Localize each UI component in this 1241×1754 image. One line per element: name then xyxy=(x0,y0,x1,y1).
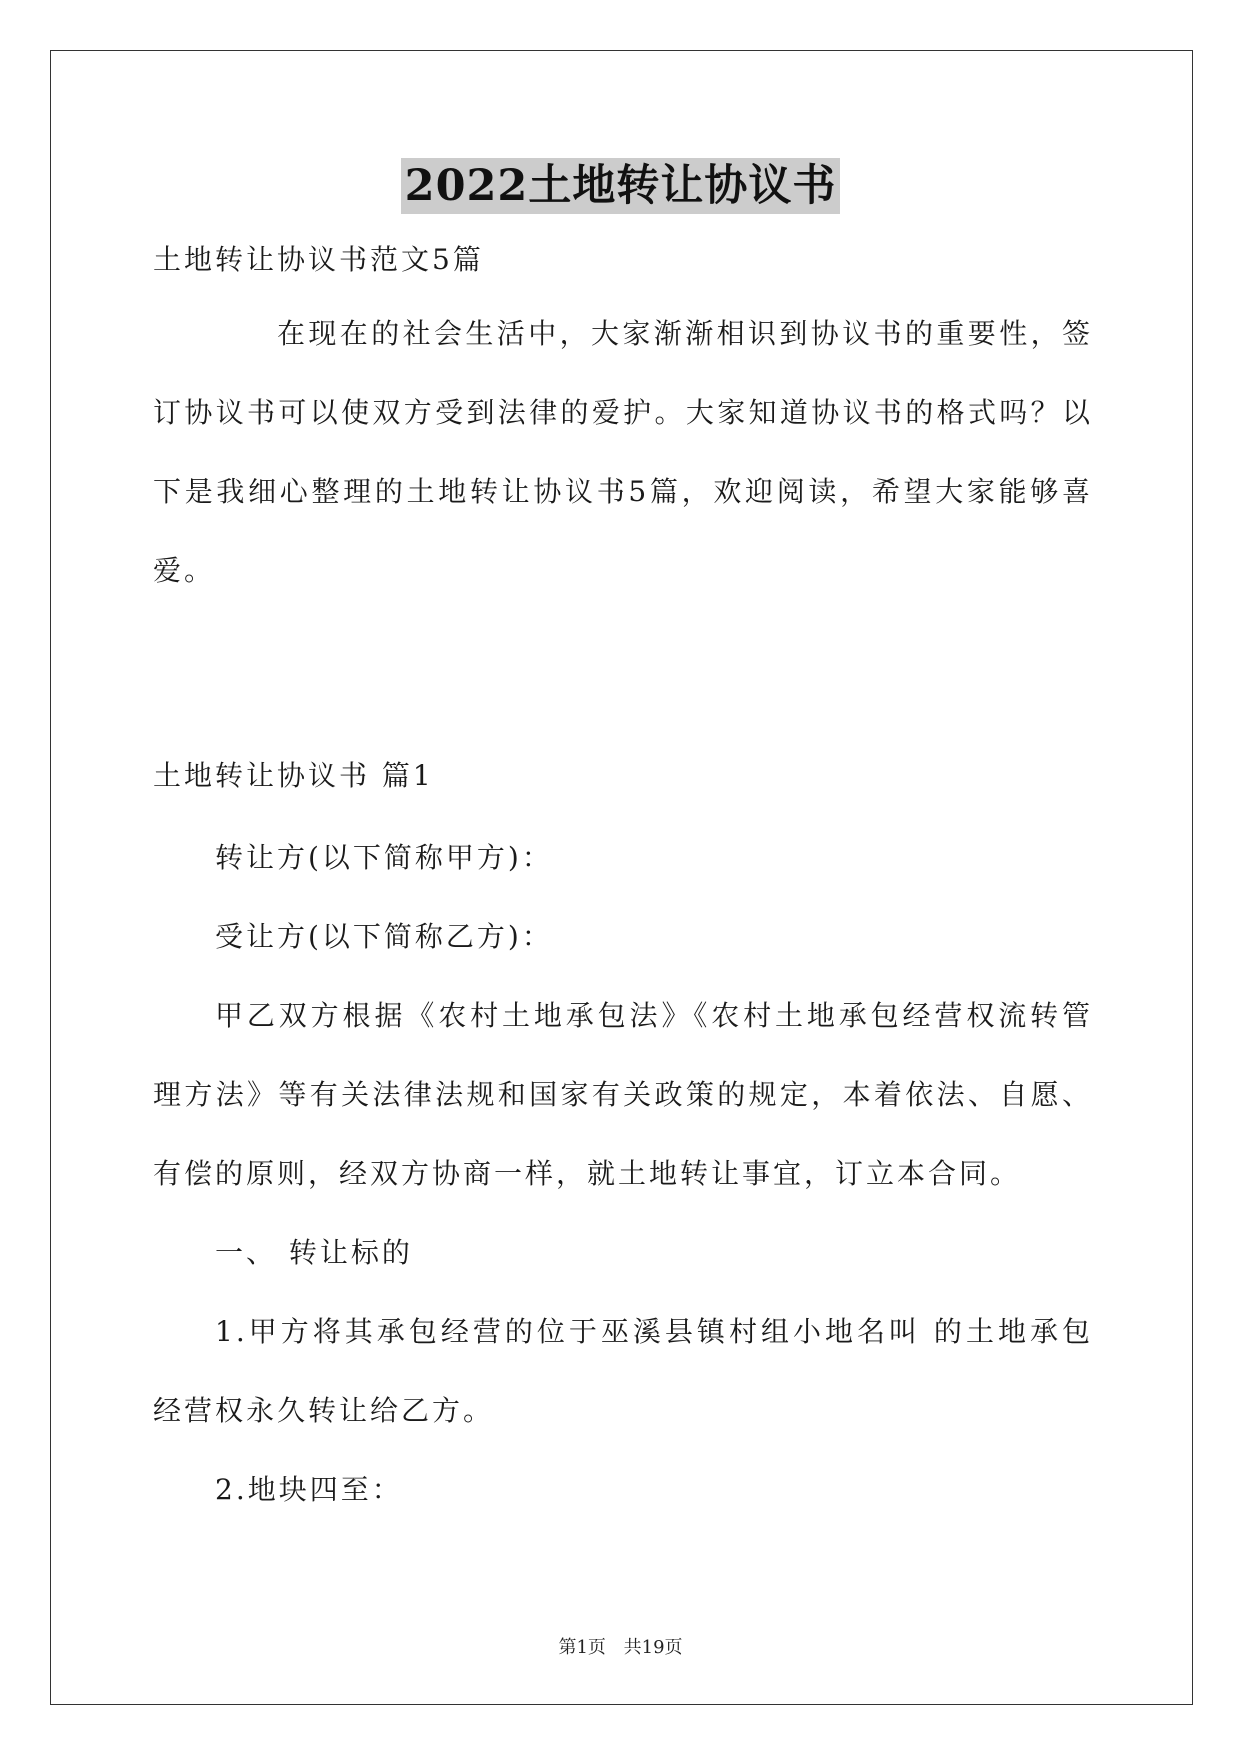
section-heading: 土地转让协议书 篇1 xyxy=(153,759,434,792)
document-subtitle: 土地转让协议书范文5篇 xyxy=(153,243,484,276)
transferee-line: 受让方(以下简称乙方)： xyxy=(215,920,553,953)
clause-2-paragraph: 2.地块四至： xyxy=(215,1473,403,1506)
page-footer xyxy=(0,1633,1241,1659)
basis-paragraph: 甲乙双方根据《农村土地承包法》《农村土地承包经营权流转管理方法》等有关法律法规和国家有关政策的规定，本着依法、自愿、有偿的原则，经双方协商一样，就土地转让事宜，订立本合同。 xyxy=(153,999,1093,1190)
page-number: 第1页 xyxy=(558,1637,606,1658)
page-total: 共19页 xyxy=(623,1637,683,1658)
clause-heading: 一、 转让标的 xyxy=(215,1236,413,1269)
transferor-line: 转让方(以下简称甲方)： xyxy=(215,841,553,874)
clause-1-paragraph: 1.甲方将其承包经营的位于巫溪县镇村组小地名叫 的土地承包经营权永久转让给乙方。 xyxy=(153,1315,1093,1427)
intro-paragraph: 在现在的社会生活中，大家渐渐相识到协议书的重要性，签订协议书可以使双方受到法律的爱护。大家知道协议书的格式吗？以下是我细心整理的土地转让协议书5篇，欢迎阅读，希望大家能够喜爱。 xyxy=(153,317,1093,587)
document-title: 2022土地转让协议书 xyxy=(401,158,841,214)
title-container xyxy=(0,158,1241,214)
